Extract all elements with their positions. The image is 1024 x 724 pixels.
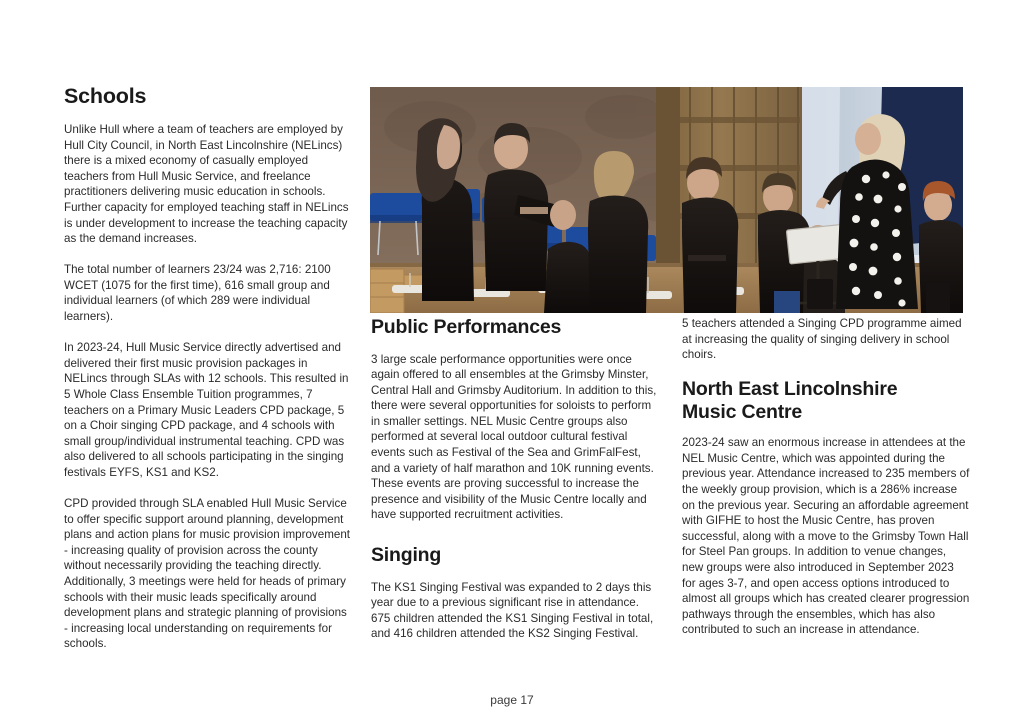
paragraph-music-centre: 2023-24 saw an enormous increase in attendees at the NEL Music Centre, which was appointed during the previous year. Attendance increased to 235 members of the weekly group provision, which is a 286% increase on the previous year. Securing an affordable agreement with GIFHE to host the Music Centre, has proven successful, along with a move to the Grimsby Town Hall for Steel Pan groups. In addition to venue changes, new groups were also introduced in September 2023 for ages 3-7, and open access options introduced to almost all groups which has created clearer progression pathways through the ensembles, which has also contributed to such an increase in attendance. [682, 436, 970, 637]
column-right [682, 316, 970, 638]
heading-nel-music-centre [682, 378, 970, 423]
heading-public-performances: Public Performances [371, 316, 562, 338]
heading-schools: Schools [64, 84, 147, 108]
paragraph-schools-3: In 2023-24, Hull Music Service directly advertised and delivered their first music provision packages in NELincs through SLAs with 12 schools. This resulted in 5 Whole Class Ensemble Tuition programmes, 7 teachers on a Primary Music Leaders CPD package, 5 on a Choir singing CPD package, and 4 schools with small group/individual instrumental teaching. CPD was also delivered to all schools participating in the singing festivals EYFS, KS1 and KS2. [64, 341, 349, 479]
heading-nel-music-centre-line2: Music Centre [682, 400, 803, 423]
paragraph-singing-cpd: 5 teachers attended a Singing CPD programme aimed at increasing the quality of singing delivery in school choirs. [682, 317, 962, 362]
choir-performance-photo [370, 87, 963, 313]
heading-nel-music-centre-line1: North East Lincolnshire [682, 378, 898, 401]
paragraph-schools-2: The total number of learners 23/24 was 2,716: 2100 WCET (1075 for the first time), 616 small group and individual learners (of which 289 were individual learners). [64, 263, 331, 324]
paragraph-singing: The KS1 Singing Festival was expanded to 2 days this year due to a previous significant rise in attendance. 675 children attended the KS1 Singing Festival in total, and 416 children attended the KS2 Singing Festival. [371, 580, 654, 641]
column-left [64, 84, 352, 652]
paragraph-schools-4: CPD provided through SLA enabled Hull Music Service to offer specific support around planning, development plans and action plans for music provision improvement - increasing quality of provision across the county without necessarily providing the teaching directly. Additionally, 3 meetings were held for heads of primary schools with their music leads specifically around development plans and strategic planning of provisions - increasing local understanding on requirements for schools. [64, 496, 351, 651]
heading-singing: Singing [371, 544, 442, 567]
paragraph-public-performances: 3 large scale performance opportunities were once again offered to all ensembles at the Grimsby Minster, Central Hall and Grimsby Auditorium. In addition to this, there were several opportunities for soloists to perform in smaller settings. NEL Music Centre groups also performed at several local outdoor cultural festival events such as Festival of the Sea and GrimFalFest, and a variety of half marathon and 10K running events. These events are proving successful to increase the presence and visibility of the Music Centre locally and have supported recruitment activities. [371, 352, 657, 522]
paragraph-schools-1: Unlike Hull where a team of teachers are employed by Hull City Council, in North East Lincolnshire (NELincs) there is a mixed economy of casually employed teachers from Hull Music Service, and freelance practitioners delivering music education in schools. Further capacity for employed teaching staff in NELincs is under development to increase the teaching capacity as the demand increases. [64, 123, 349, 246]
page-number-footer: page 17 [490, 693, 534, 707]
column-middle [371, 316, 659, 642]
